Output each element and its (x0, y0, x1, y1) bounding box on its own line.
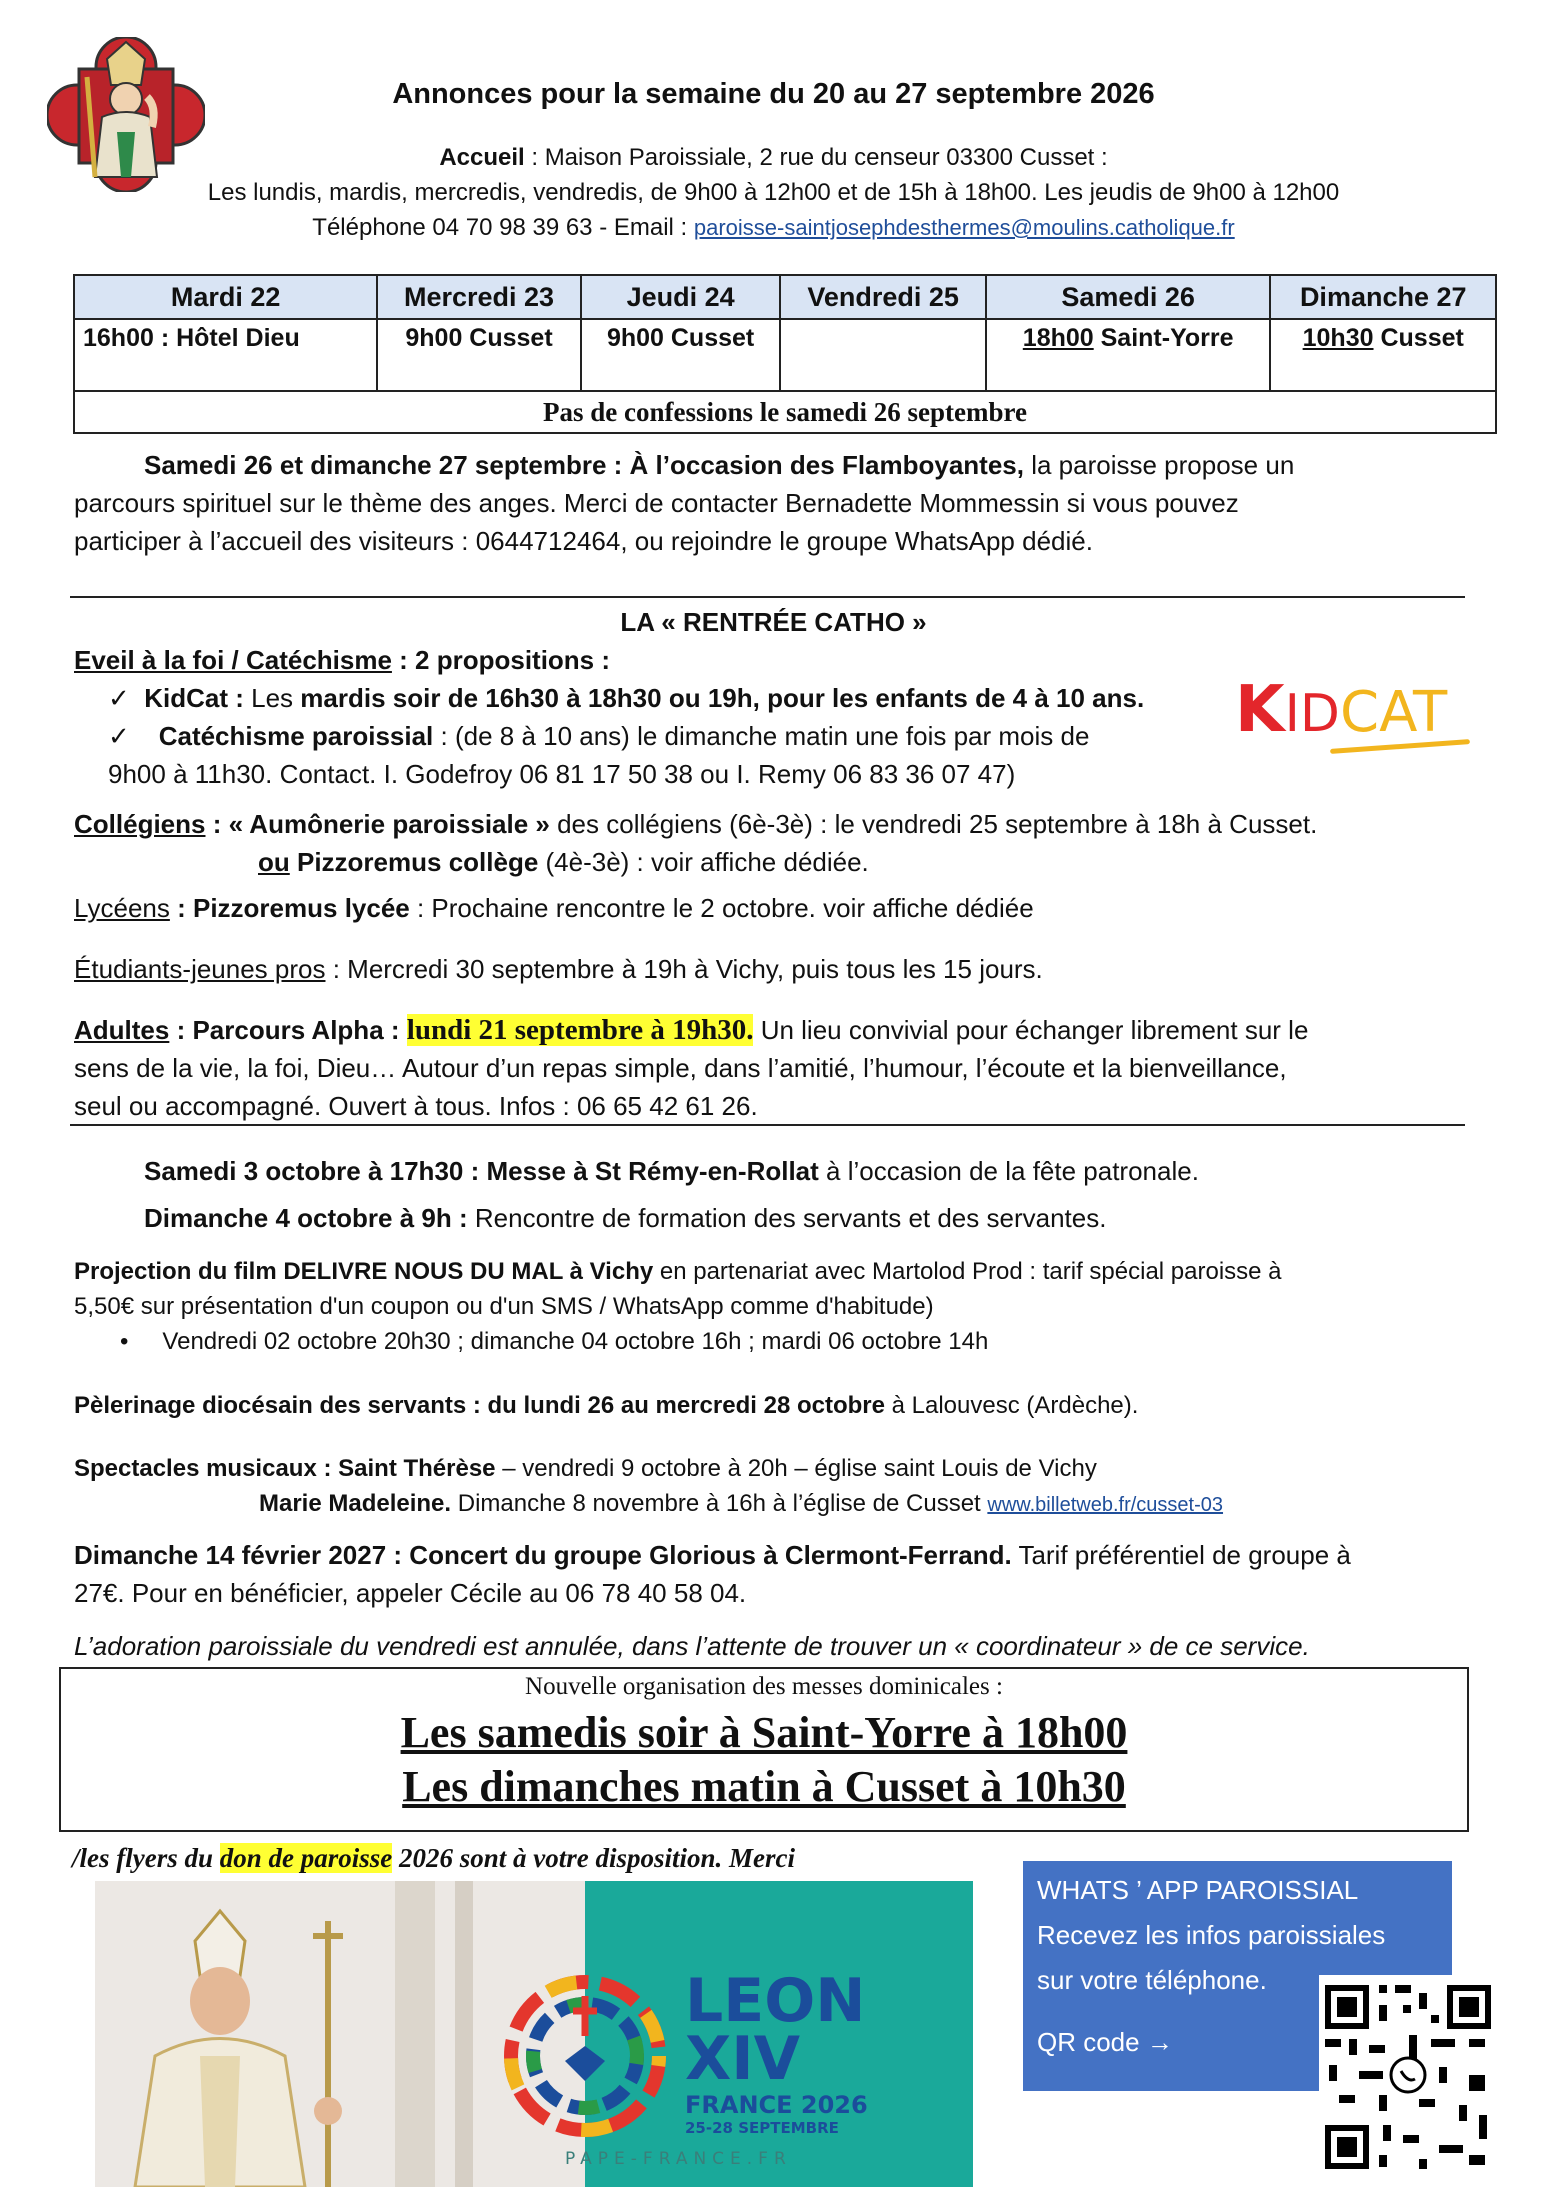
opening-hours: Les lundis, mardis, mercredis, vendredis, de 9h00 à 12h00 et de 15h à 18h00. Les jeudis de 9h00 à 12h00 (207, 179, 1340, 206)
rentree-heading: LA « RENTRÉE CATHO » (620, 607, 927, 637)
flyers-pre: /les flyers du (72, 1843, 220, 1873)
kidcat-logo-id: ID (1284, 684, 1340, 744)
phone-text: Téléphone 04 70 98 39 63 - Email : (312, 214, 694, 241)
mass-time: 18h00 (1022, 324, 1094, 352)
event-text: Rencontre de formation des servants et des servantes. (467, 1203, 1107, 1233)
collegiens-label: Collégiens (74, 809, 206, 839)
kidcat-text: Les (251, 683, 301, 713)
catechisme-contact: 9h00 à 11h30. Contact. I. Godefroy 06 81 17 50 38 ou I. Remy 06 83 36 07 47) (108, 759, 1016, 789)
banner-france: FRANCE 2026 (685, 2091, 868, 2119)
eveil-rest: : 2 propositions : (391, 645, 611, 675)
contact-line (0, 214, 1547, 242)
spectacles-line2 (259, 1486, 1223, 1523)
alpha-date: lundi 21 septembre à 19h30. (406, 1014, 754, 1046)
flyers-highlight: don de paroisse (219, 1843, 393, 1873)
lyceens-line (74, 889, 1034, 927)
film-dates-text: Vendredi 02 octobre 20h30 ; dimanche 04 octobre 16h ; mardi 06 octobre 14h (162, 1328, 989, 1355)
day-header: Mercredi 23 (377, 275, 580, 319)
etudiants-label: Étudiants-jeunes pros (74, 954, 326, 984)
kidcat-label: KidCat : (144, 683, 252, 713)
eveil-line (74, 641, 610, 679)
day-header: Dimanche 27 (1270, 275, 1496, 319)
day-header: Vendredi 25 (780, 275, 985, 319)
spectacles-title: Spectacles musicaux : Saint Thérèse (74, 1455, 496, 1482)
catechisme-label: Catéchisme paroissial (158, 721, 434, 751)
qr-code-image[interactable] (1319, 1975, 1497, 2175)
banner-site: PAPE-FRANCE.FR (565, 2149, 792, 2169)
event-title: Dimanche 4 octobre à 9h : (144, 1203, 468, 1233)
schedule-row (74, 319, 1496, 391)
flamboyantes-paragraph (74, 446, 1494, 560)
jubilee-emblem-icon (495, 1966, 675, 2146)
spectacles-text: – vendredi 9 octobre à 20h – église saint Louis de Vichy (495, 1455, 1097, 1482)
masses-saturday: Les samedis soir à Saint-Yorre à 18h00 (400, 1708, 1128, 1757)
qr-code-icon (1319, 1975, 1497, 2175)
etudiants-line (74, 950, 1043, 988)
film-text: en partenariat avec Martolod Prod : tarif spécial paroisse à (653, 1258, 1282, 1285)
flamboyantes-lead: Samedi 26 et dimanche 27 septembre : À l’occasion des Flamboyantes, (144, 450, 1024, 480)
schedule-cell (1270, 319, 1496, 391)
event-servants (144, 1199, 1106, 1237)
whatsapp-title: WHATS ’ APP PAROISSIAL (1037, 1875, 1359, 1905)
collegiens-line (74, 805, 1317, 843)
etudiants-text: : Mercredi 30 septembre à 19h à Vichy, puis tous les 15 jours. (325, 954, 1043, 984)
banner-leon: LEON (685, 1966, 866, 2036)
day-header: Samedi 26 (986, 275, 1271, 319)
kidcat-logo-cat: CAT (1339, 680, 1448, 745)
masses-intro: Nouvelle organisation des messes dominicales : (525, 1673, 1003, 1700)
mass-schedule-table (73, 274, 1497, 434)
whatsapp-line: Recevez les infos paroissiales (1037, 1920, 1386, 1950)
schedule-cell (986, 319, 1271, 391)
banner-dates: 25-28 SEPTEMBRE (685, 2119, 839, 2137)
pelerinage-text: à Lalouvesc (Ardèche). (884, 1392, 1139, 1419)
flyers-note (72, 1843, 795, 1874)
check-icon: ✓ (108, 683, 130, 713)
page-title: Annonces pour la semaine du 20 au 27 septembre 2026 (392, 78, 1155, 110)
schedule-cell-empty (780, 319, 985, 391)
banner-xiv: XIV (685, 2024, 801, 2094)
email-link[interactable]: paroisse-saintjosephdesthermes@moulins.catholique.fr (693, 215, 1235, 240)
lyceens-label: Lycéens (74, 893, 170, 923)
qr-code-label[interactable] (1037, 2027, 1173, 2058)
concert-text: Tarif préférentiel de groupe à (1011, 1540, 1351, 1570)
kidcat-schedule: mardis soir de 16h30 à 18h30 ou 19h, pour les enfants de 4 à 10 ans. (300, 683, 1145, 713)
mass-place: Saint-Yorre (1093, 324, 1234, 352)
flamboyantes-text: la paroisse propose un (1024, 450, 1295, 480)
section-divider (70, 596, 1465, 598)
marie-madeleine-text: Dimanche 8 novembre à 16h à l’église de Cusset (451, 1490, 988, 1517)
adultes-paragraph (74, 1011, 1494, 1125)
schedule-cell: 16h00 : Hôtel Dieu (74, 319, 377, 391)
adoration-note: L’adoration paroissiale du vendredi est annulée, dans l’attente de trouver un « coordinateur » de ce service. (74, 1631, 1310, 1661)
leon-xiv-banner (95, 1881, 973, 2187)
or-label: ou (258, 847, 290, 877)
section-divider (70, 1124, 1465, 1126)
collegiens-text: des collégiens (6è-3è) : le vendredi 25 septembre à 18h à Cusset. (549, 809, 1318, 839)
lyceens-text: : Prochaine rencontre le 2 octobre. voir affiche dédiée (409, 893, 1034, 923)
concert-line: 27€. Pour en bénéficier, appeler Cécile au 06 78 40 58 04. (74, 1578, 747, 1608)
event-st-remy (144, 1152, 1199, 1190)
pizzoremus-college: Pizzoremus collège (289, 847, 539, 877)
concert-title: Dimanche 14 février 2027 : Concert du groupe Glorious à Clermont-Ferrand. (74, 1540, 1012, 1570)
alpha-label: : Parcours Alpha : (169, 1015, 407, 1045)
day-header: Mardi 22 (74, 275, 377, 319)
accueil-line (0, 144, 1547, 172)
catechisme-text: : (de 8 à 10 ans) le dimanche matin une fois par mois de (433, 721, 1090, 751)
bullet-icon: • (120, 1328, 129, 1355)
confessions-row (74, 391, 1496, 433)
masses-box (59, 1667, 1469, 1832)
adultes-label: Adultes (74, 1015, 170, 1045)
adultes-text: Un lieu convivial pour échanger librement sur le (753, 1015, 1309, 1045)
kidcat-logo (1235, 673, 1448, 747)
catechisme-line (108, 717, 1089, 755)
film-line (74, 1254, 1282, 1289)
collegiens-pizzoremus (258, 843, 869, 881)
flamboyantes-line: parcours spirituel sur le thème des anges. Merci de contacter Bernadette Mommessin si vous pouvez (74, 488, 1239, 518)
check-icon: ✓ (108, 721, 130, 751)
film-dates (120, 1324, 988, 1359)
pelerinage-title: Pèlerinage diocésain des servants : du lundi 26 au mercredi 28 octobre (74, 1392, 885, 1419)
arrow-right-icon: → (1146, 2027, 1173, 2057)
qr-code-text: QR code (1037, 2027, 1140, 2057)
pelerinage-line (74, 1388, 1138, 1423)
pizzoremus-text: (4è-3è) : voir affiche dédiée. (538, 847, 869, 877)
kidcat-line (108, 679, 1144, 717)
eveil-label: Eveil à la foi / Catéchisme (74, 645, 392, 675)
accueil-label: Accueil (439, 144, 525, 171)
film-line2: 5,50€ sur présentation d'un coupon ou d'un SMS / WhatsApp comme d'habitude) (74, 1293, 934, 1320)
spectacles-line (74, 1451, 1097, 1486)
event-title: Samedi 3 octobre à 17h30 : Messe à St Rémy-en-Rollat (144, 1156, 819, 1186)
accueil-text: : Maison Paroissiale, 2 rue du censeur 03300 Cusset : (524, 144, 1108, 171)
confessions-note: Pas de confessions le samedi 26 septembre (74, 391, 1496, 433)
schedule-header-row (74, 275, 1496, 319)
concert-paragraph (74, 1536, 1494, 1612)
adultes-line: sens de la vie, la foi, Dieu… Autour d’un repas simple, dans l’amitié, l’humour, l’écoute et la bienveillance, (74, 1053, 1287, 1083)
mass-time: 10h30 (1302, 324, 1374, 352)
event-text: à l’occasion de la fête patronale. (818, 1156, 1199, 1186)
day-header: Jeudi 24 (581, 275, 781, 319)
masses-sunday: Les dimanches matin à Cusset à 10h30 (402, 1762, 1126, 1811)
adultes-line: seul ou accompagné. Ouvert à tous. Infos : 06 65 42 61 26. (74, 1091, 758, 1121)
whatsapp-line: sur votre téléphone. (1037, 1965, 1267, 1995)
mass-place: Cusset (1373, 324, 1464, 352)
schedule-cell: 9h00 Cusset (377, 319, 580, 391)
flamboyantes-line: participer à l’accueil des visiteurs : 0644712464, ou rejoindre le groupe WhatsApp dédié. (74, 526, 1093, 556)
collegiens-aumonerie: : « Aumônerie paroissiale » (205, 809, 550, 839)
film-title: Projection du film DELIVRE NOUS DU MAL à Vichy (74, 1258, 654, 1285)
marie-madeleine-title: Marie Madeleine. (259, 1490, 452, 1517)
flyers-post: 2026 sont à votre disposition. Merci (392, 1843, 796, 1873)
kidcat-logo-k: K (1235, 673, 1285, 747)
schedule-cell: 9h00 Cusset (581, 319, 781, 391)
billetweb-link[interactable]: www.billetweb.fr/cusset-03 (987, 1494, 1224, 1516)
pizzoremus-lycee: : Pizzoremus lycée (169, 893, 410, 923)
